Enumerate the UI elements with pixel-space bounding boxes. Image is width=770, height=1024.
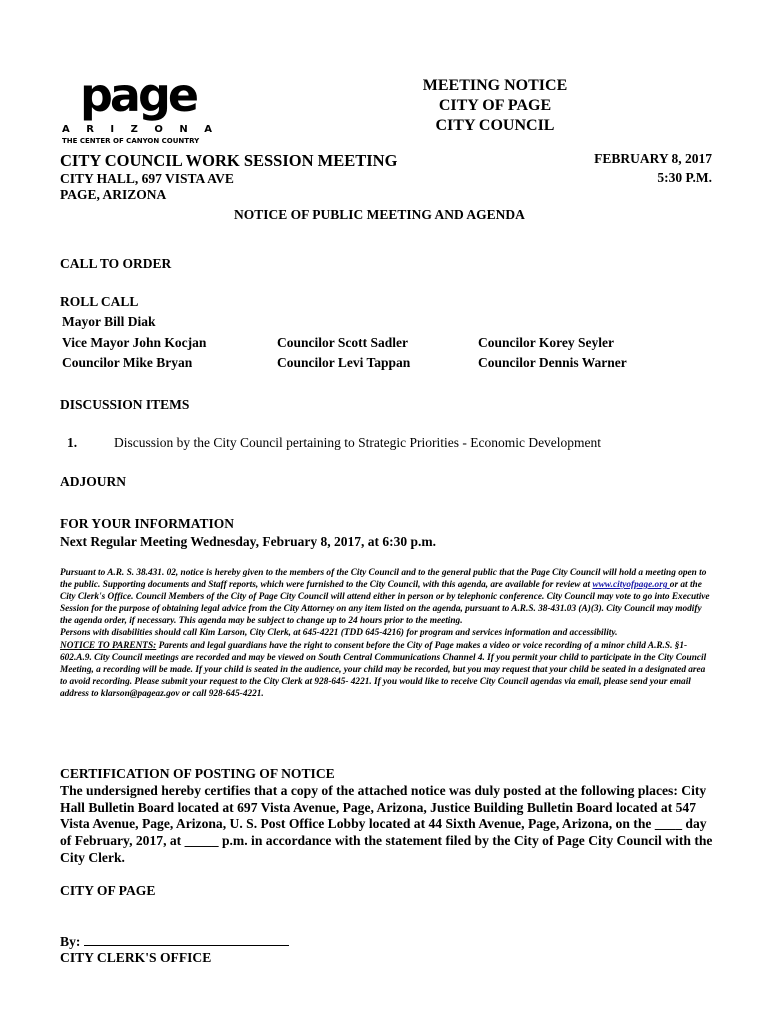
- roll-member: Councilor Levi Tappan: [277, 355, 411, 370]
- signature-city: CITY OF PAGE: [60, 883, 156, 898]
- logo-letter: I: [110, 124, 115, 135]
- logo-letter: A: [204, 124, 212, 135]
- signature-office: CITY CLERK'S OFFICE: [60, 950, 212, 965]
- logo-letter: O: [154, 124, 163, 135]
- meeting-address: CITY HALL, 697 VISTA AVE: [60, 171, 234, 186]
- discussion-heading: DISCUSSION ITEMS: [60, 397, 190, 412]
- signature-line: [84, 933, 289, 946]
- roll-member: Councilor Korey Seyler: [478, 335, 614, 350]
- parents-text: Parents and legal guardians have the right to consent before the City of Page makes a video or voice recording of a minor child A.R.S. §1-602.A.9. City Council meetings are recorded and may be viewed on South Central Communications Channel 4. If you permit your child to participate in the City Council Meeting, a recording will be made. If your child is seated in the audience, your child may be recorded, but you may request that your child be seated in a designated area to avoid recording. Please submit your request to the City Clerk at 928-645- 4221. If you would like to receive City Council agendas via email, please send your email address to klarson@pageaz.gov or call 928-645-4221.: [60, 640, 707, 699]
- logo-state-letters: [62, 124, 212, 135]
- next-meeting-notice: Next Regular Meeting Wednesday, February 8, 2017, at 6:30 p.m.: [60, 534, 436, 549]
- discussion-item-text: Discussion by the City Council pertaining to Strategic Priorities - Economic Development: [114, 435, 602, 450]
- heading-line-1: MEETING NOTICE: [422, 77, 568, 94]
- agenda-notice-heading: NOTICE OF PUBLIC MEETING AND AGENDA: [234, 207, 525, 222]
- logo-letter: A: [62, 124, 70, 135]
- roll-member: Vice Mayor John Kocjan: [62, 335, 207, 350]
- logo-wordmark: page: [80, 68, 197, 122]
- roll-member: Councilor Mike Bryan: [62, 355, 193, 370]
- roll-member: Councilor Dennis Warner: [478, 355, 627, 370]
- roll-mayor: Mayor Bill Diak: [62, 314, 156, 329]
- certification-body: The undersigned hereby certifies that a copy of the attached notice was duly posted at the following places: City Hall Bulletin Board located at 697 Vista Avenue, Page, Arizona, Justice Building Bulletin Board located at 547 Vista Avenue, Page, Arizona, U. S. Post Office Lobby located at 44 Sixth Avenue, Page, Arizona, on the ____ day of February, 2017, at _____ p.m. in accordance with the statement filed by the City of Page City Council with the City Clerk.: [60, 782, 713, 865]
- legal-notice: [60, 567, 712, 700]
- logo-tagline: THE CENTER OF CANYON COUNTRY: [62, 137, 200, 145]
- logo-letter: Z: [130, 124, 138, 135]
- call-to-order-heading: CALL TO ORDER: [60, 256, 172, 271]
- certification-title: CERTIFICATION OF POSTING OF NOTICE: [60, 766, 335, 781]
- parents-paragraph: [60, 640, 712, 700]
- meeting-date: FEBRUARY 8, 2017: [594, 151, 712, 166]
- heading-line-2: CITY OF PAGE: [438, 97, 552, 114]
- meeting-time: 5:30 P.M.: [657, 170, 712, 185]
- meeting-title: CITY COUNCIL WORK SESSION MEETING: [60, 151, 398, 170]
- fyi-heading: FOR YOUR INFORMATION: [60, 516, 234, 531]
- city-website-link[interactable]: www.cityofpage.org: [592, 580, 670, 591]
- roll-call-heading: ROLL CALL: [60, 294, 139, 309]
- meeting-city: PAGE, ARIZONA: [60, 187, 167, 202]
- legal-text: Pursuant to A.R. S. 38.431. 02, notice is hereby given to the members of the City Council and to the general public that the Page City Council will hold a meeting open to the public. Supporting documents and Staff reports, which were furnished to the City Council, with this agenda, are available for review at: [60, 568, 707, 591]
- certification-block: [60, 766, 720, 867]
- legal-text: or at the City Clerk's Office. Council Members of the City of Page City Council will attend either in person or by telephonic conference. City Council may vote to go into Executive Session for the purpose of obtaining legal advice from the City Attorney on any item listed on the agenda, pursuant to A.R.S. 38-431.03 (A)(3). City Council may modify the agenda order, if necessary. This agenda may be subject to change up to 24 hours prior to the meeting.: [60, 580, 710, 627]
- adjourn-heading: ADJOURN: [60, 474, 126, 489]
- signature-by: [60, 933, 289, 950]
- roll-member: Councilor Scott Sadler: [277, 335, 408, 350]
- heading-line-3: CITY COUNCIL: [435, 117, 555, 134]
- by-label: By:: [60, 934, 81, 949]
- logo-letter: R: [86, 124, 94, 135]
- parents-label: NOTICE TO PARENTS:: [60, 640, 157, 651]
- discussion-item-number: 1.: [67, 435, 78, 450]
- disability-paragraph: Persons with disabilities should call Kim Larson, City Clerk, at 645-4221 (TDD 645-4216) for program and services information and accessibility.: [60, 628, 618, 639]
- legal-paragraph: [60, 567, 712, 627]
- logo-letter: N: [179, 124, 188, 135]
- notice-heading: [400, 76, 590, 136]
